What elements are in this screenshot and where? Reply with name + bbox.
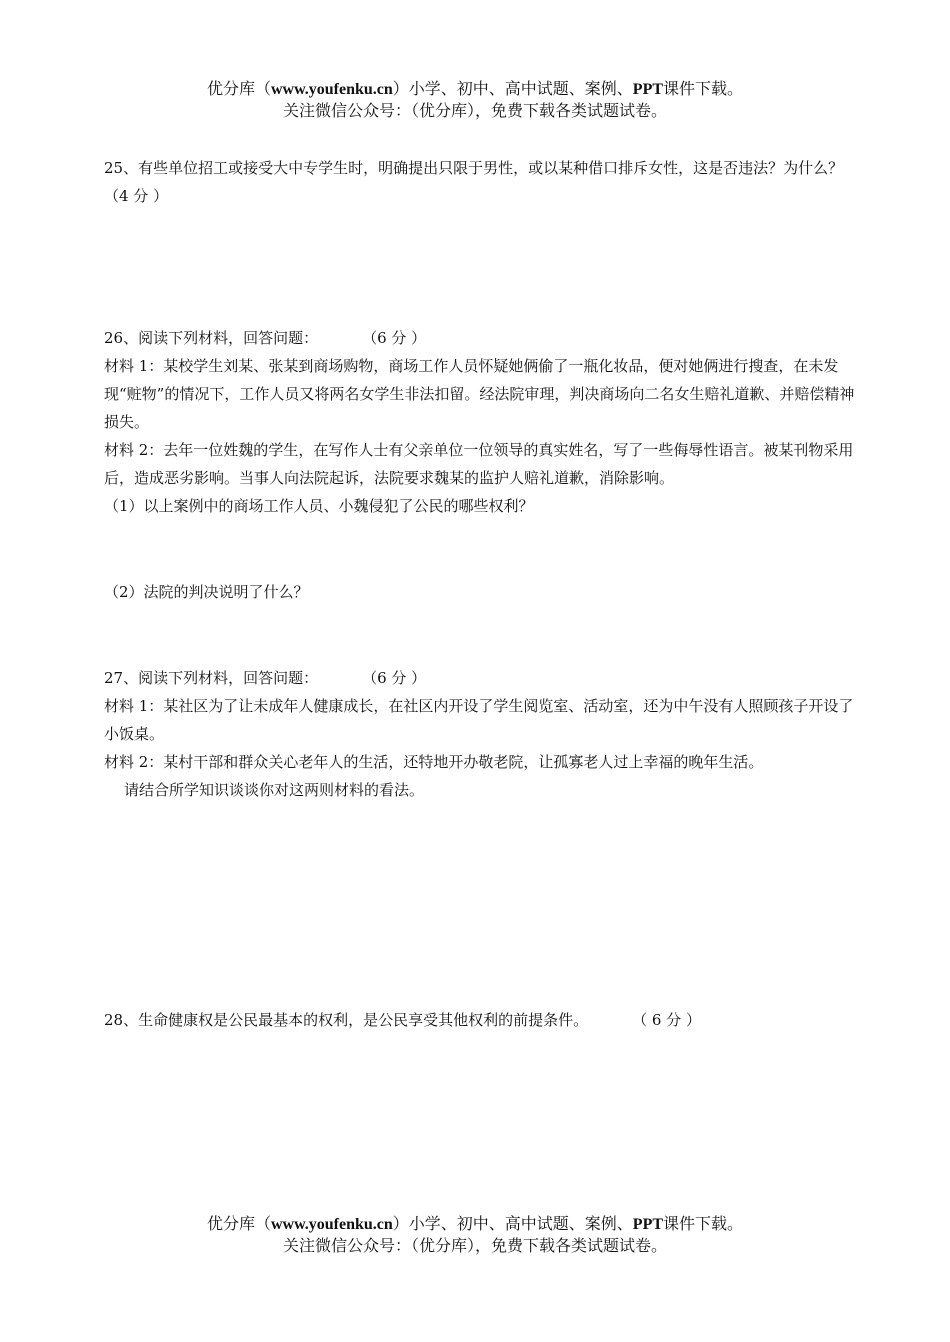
question-25-score: （4 分 ） — [104, 187, 169, 205]
question-25 — [104, 154, 856, 210]
header-line-1: 优分库（www.youfenku.cn）小学、初中、高中试题、案例、PPT课件下载。 — [206, 79, 744, 98]
question-26-title: 26、阅读下列材料，回答问题： — [104, 329, 319, 347]
page-header — [0, 78, 950, 121]
question-26-material-1: 材料 1：某校学生刘某、张某到商场购物，商场工作人员怀疑她俩偷了一瓶化妆品，便对她俩进行搜查，在未发现“赃物”的情况下，工作人员又将两名女学生非法扣留。经法院审理，判决商场向二名女生赔礼道歉、并赔偿精神损失。 — [104, 357, 855, 431]
question-27-prompt: 请结合所学知识谈谈你对这两则材料的看法。 — [124, 781, 425, 799]
question-28 — [104, 1006, 856, 1034]
header-url: www.youfenku.cn — [270, 81, 393, 98]
question-26-sub-1: （1）以上案例中的商场工作人员、小魏侵犯了公民的哪些权利？ — [104, 497, 534, 515]
question-27-title: 27、阅读下列材料，回答问题： — [104, 669, 319, 687]
footer-url: www.youfenku.cn — [270, 1216, 393, 1233]
footer-line-1: 优分库（www.youfenku.cn）小学、初中、高中试题、案例、PPT课件下载。 — [206, 1214, 744, 1233]
question-26 — [104, 324, 856, 520]
question-27-material-1: 材料 1：某社区为了让未成年人健康成长，在社区内开设了学生阅览室、活动室，还为中午没有人照顾孩子开设了小饭桌。 — [104, 697, 854, 743]
question-25-text: 25、有些单位招工或接受大中专学生时，明确提出只限于男性，或以某种借口排斥女性，这是否违法？为什么？ — [104, 159, 844, 177]
question-27-material-2: 材料 2：某村干部和群众关心老年人的生活，还特地开办敬老院，让孤寡老人过上幸福的晚年生活。 — [104, 753, 764, 771]
page-footer — [0, 1213, 950, 1256]
footer-line-2: 关注微信公众号：（优分库），免费下载各类试题试卷。 — [282, 1236, 667, 1255]
question-26-score: （6 分 ） — [362, 329, 427, 347]
question-28-score: （ 6 分 ） — [632, 1011, 701, 1029]
question-27 — [104, 664, 856, 804]
question-26-material-2: 材料 2：去年一位姓魏的学生，在写作人士有父亲单位一位领导的真实姓名，写了一些侮辱性语言。被某刊物采用后，造成恶劣影响。当事人向法院起诉，法院要求魏某的监护人赔礼道歉，消除影响。 — [104, 441, 854, 487]
question-27-score: （6 分 ） — [362, 669, 427, 687]
question-28-text: 28、生命健康权是公民最基本的权利，是公民享受其他权利的前提条件。 — [104, 1011, 589, 1029]
question-26-sub-2-block — [104, 578, 856, 606]
header-line-2: 关注微信公众号：（优分库），免费下载各类试题试卷。 — [282, 101, 667, 120]
question-26-sub-2: （2）法院的判决说明了什么？ — [104, 583, 309, 601]
